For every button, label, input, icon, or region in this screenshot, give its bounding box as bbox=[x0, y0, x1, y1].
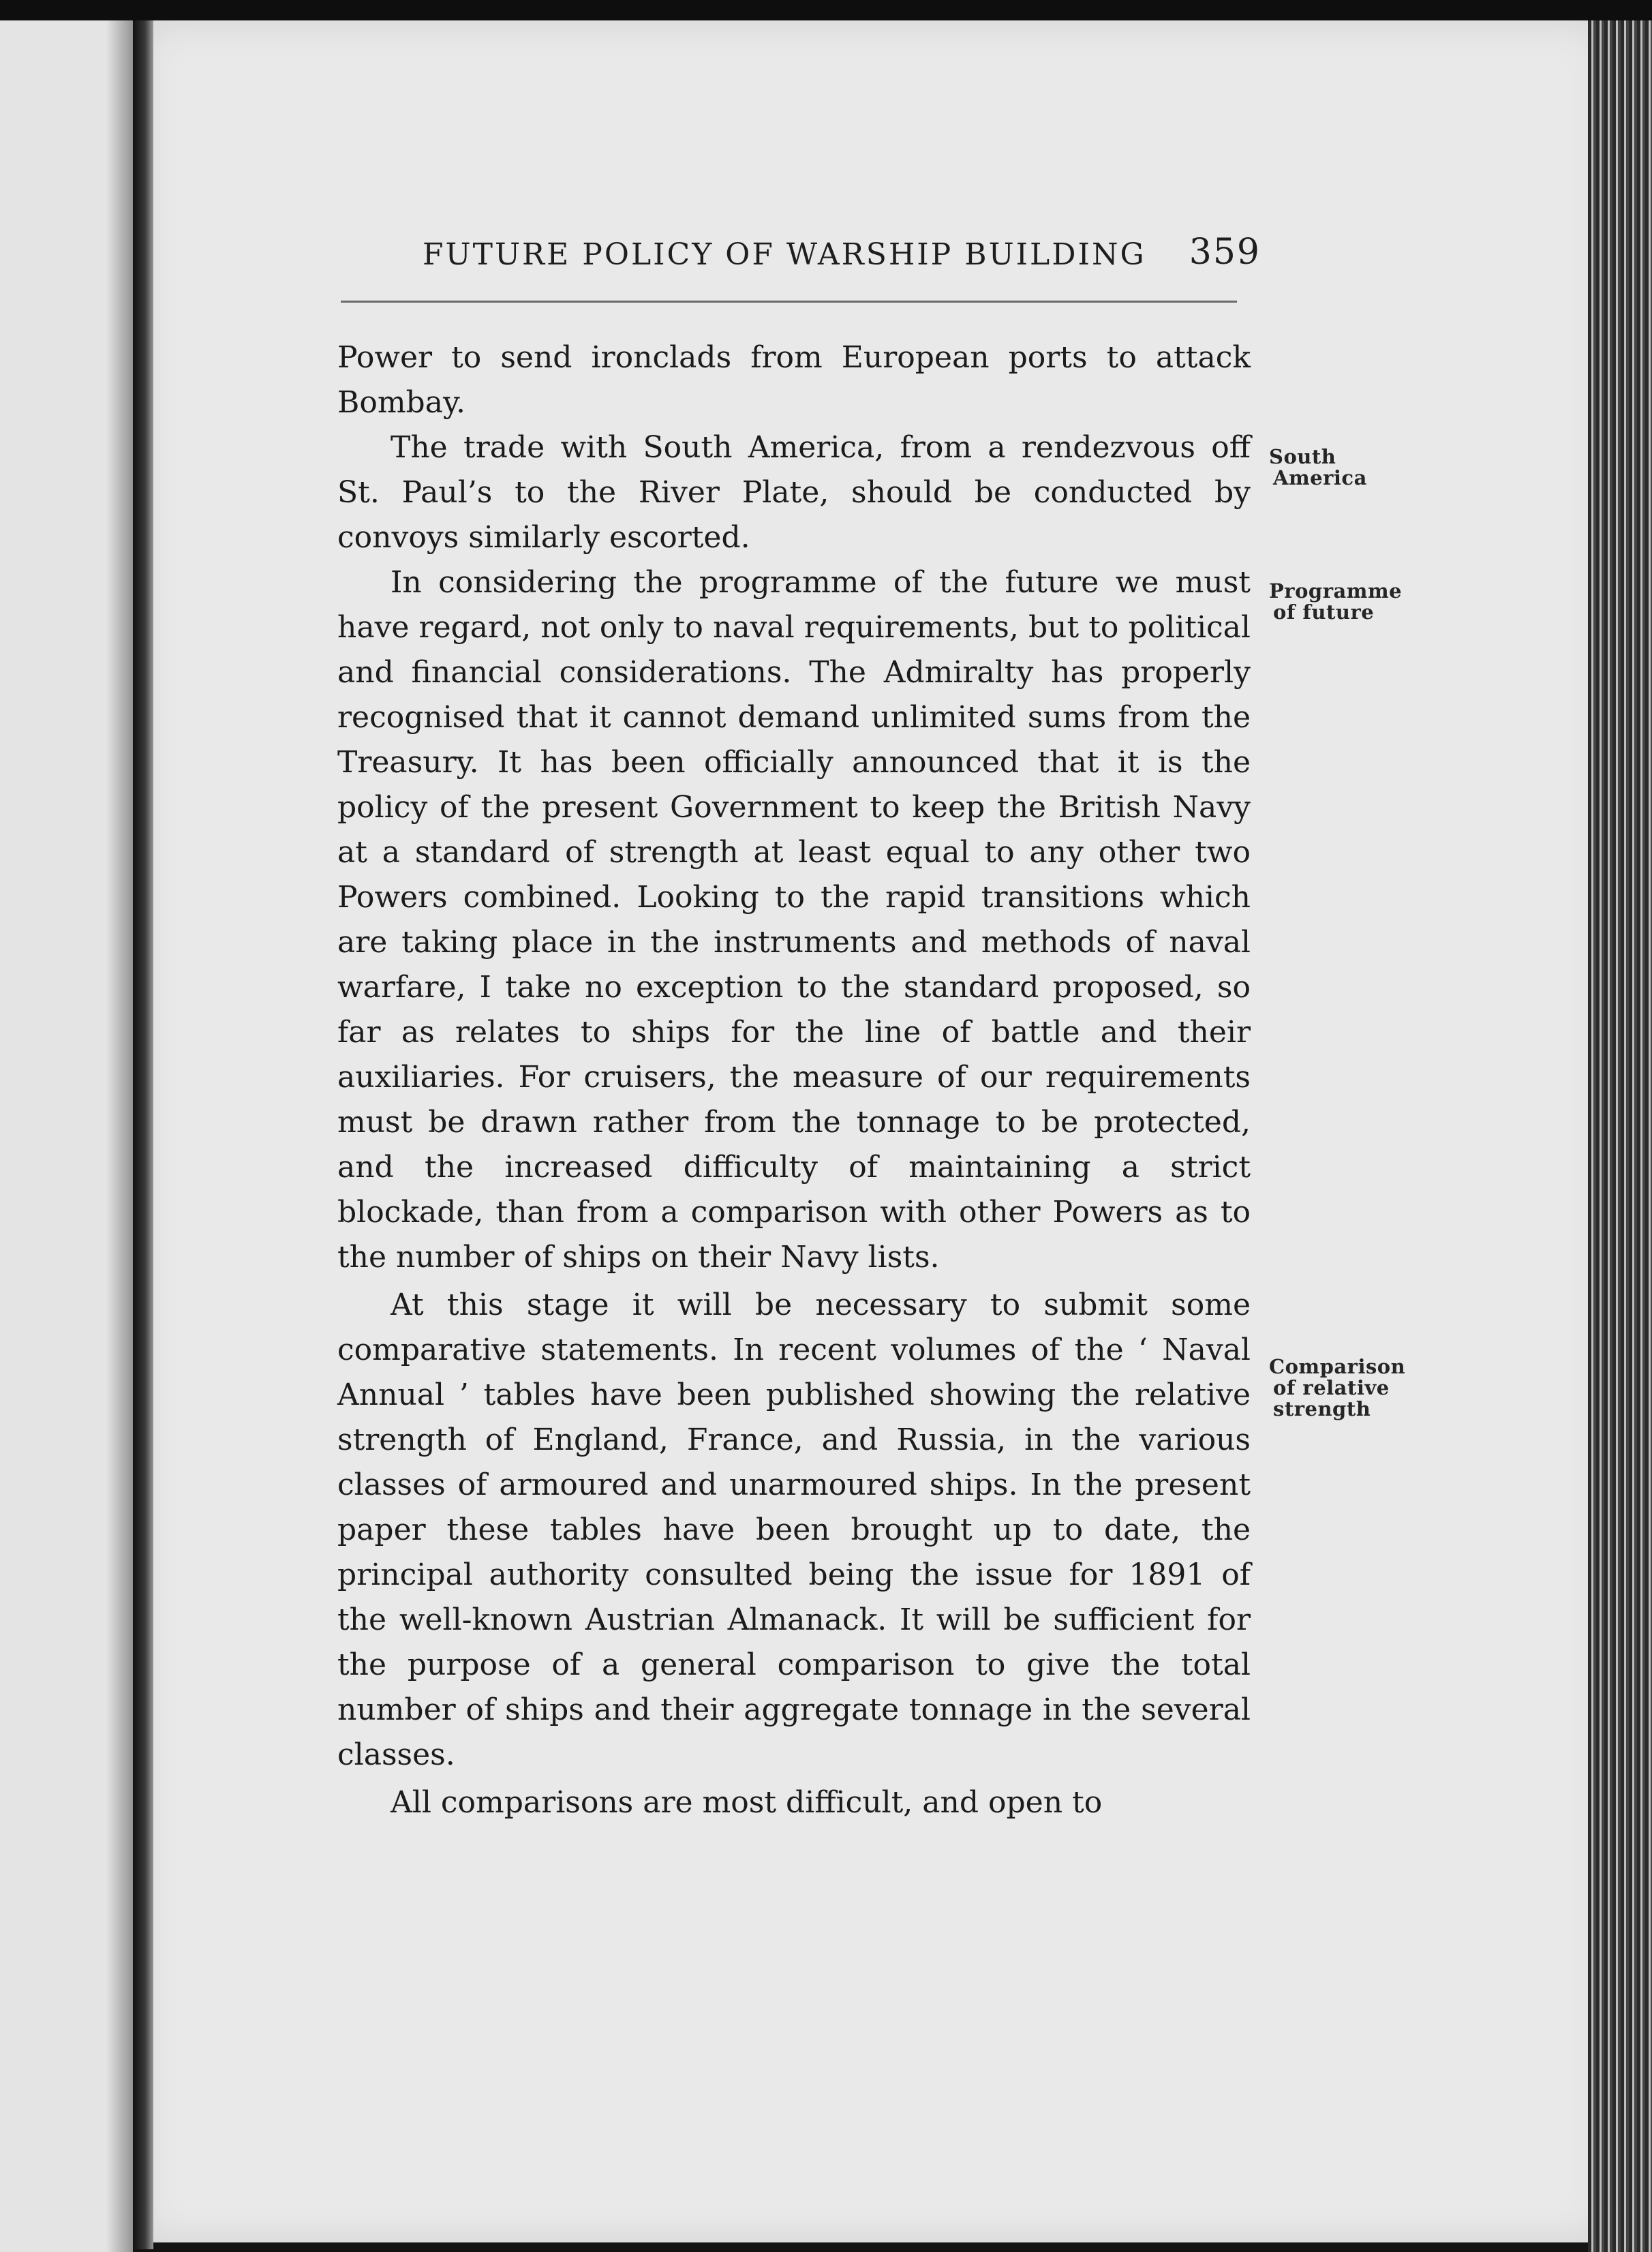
scan-top-border bbox=[0, 0, 1652, 23]
book-binding-gutter bbox=[133, 20, 153, 2249]
sidenote-line: America bbox=[1273, 466, 1367, 489]
sidenote-south-america bbox=[1269, 446, 1367, 489]
paragraph: All comparisons are most difficult, and open to bbox=[391, 1785, 1103, 1820]
page-number: 359 bbox=[1189, 232, 1261, 273]
header-rule bbox=[341, 301, 1237, 303]
sidenote-line: Programme bbox=[1269, 579, 1403, 603]
body-text bbox=[337, 335, 1251, 1825]
sidenote-line: South bbox=[1269, 445, 1336, 468]
sidenote-line: of relative bbox=[1273, 1376, 1390, 1399]
paragraph: In considering the programme of the future we must have regard, not only to naval requirements, but to political and financial considerations. The Admiralty has properly recognised that it cannot demand unlimited sums from the Treasury. It has been officially announced that it is the policy of the present Government to keep the British Navy at a standard of strength at least equal to any other two Powers combined. Looking to the rapid transitions which are taking place in the instruments and methods of naval warfare, I take no exception to the standard proposed, so far as relates to ships for the line of battle and their auxiliaries. For cruisers, the measure of our requirements must be drawn rather from the tonnage to be protected, and the increased difficulty of maintaining a strict blockade, than from a comparison with other Powers as to the number of ships on their Navy lists. bbox=[337, 565, 1251, 1275]
facing-page-edge bbox=[0, 20, 133, 2252]
running-header bbox=[423, 232, 1261, 279]
sidenote-line: Comparison bbox=[1269, 1355, 1406, 1378]
running-title: FUTURE POLICY OF WARSHIP BUILDING bbox=[423, 237, 1146, 272]
paragraph: The trade with South America, from a rendezvous off St. Paul’s to the River Plate, should be conducted by convoys similarly escorted. bbox=[337, 430, 1251, 555]
sidenote-line: strength bbox=[1273, 1397, 1371, 1420]
sidenote-comparison-of-relative-strength bbox=[1269, 1356, 1405, 1420]
sidenote-line: of future bbox=[1273, 600, 1375, 624]
paragraph: Power to send ironclads from European ports to attack Bombay. bbox=[337, 340, 1251, 420]
page-edges bbox=[1588, 20, 1652, 2252]
sidenote-programme-of-future bbox=[1269, 581, 1402, 623]
paragraph: At this stage it will be necessary to submit some comparative statements. In recent volumes of the ‘ Naval Annual ’ tables have been published showing the relative strength of England, France, and Russia, in the various classes of armoured and unarmoured ships. In the present paper these tables have been brought up to date, the principal authority consulted being the issue for 1891 of the well-known Austrian Almanack. It will be sufficient for the purpose of a general comparison to give the total number of ships and their aggregate tonnage in the several classes. bbox=[337, 1288, 1251, 1772]
